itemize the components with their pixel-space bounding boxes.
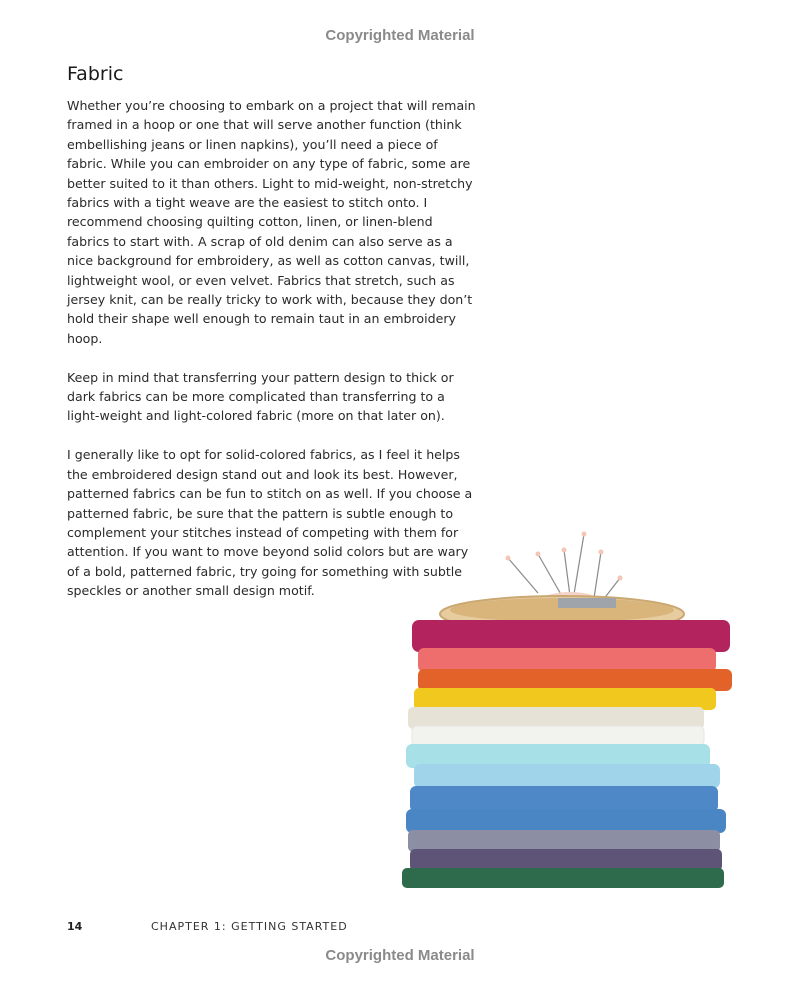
section-heading: Fabric <box>67 63 124 85</box>
paragraph-fabric-choice: Whether you’re choosing to embark on a project that will remain framed in a hoop or one that will serve another function (think embellishing jeans or linen napkins), you’ll need a piece of fabric. While you can embroider on any type of fabric, some are better suited to it than others. Light to mid-weight, non-stretchy fabrics with a tight weave are the easiest to stitch onto. I recommend choosing quilting cotton, linen, or linen-blend fabrics to start with. A scrap of old denim can also serve as a nice background for embroidery, as well as cotton canvas, twill, lightweight wool, or even velvet. Fabrics that stretch, such as jersey knit, can be really tricky to work with, because they don’t hold their shape well enough to remain taut in an embroidery hoop. <box>67 98 476 346</box>
paragraph-solid-vs-patterned: I generally like to opt for solid-colored fabrics, as I feel it helps the embroidered design stand out and look its best. However, patterned fabrics can be fun to stitch on as well. If you choose a patterned fabric, be sure that the pattern is subtle enough to complement your stitches instead of competing with them for attention. If you want to move beyond solid colors but are wary of a bold, patterned fabric, try going for something with subtle speckles or another small design motif. <box>67 447 473 599</box>
copyright-watermark-bottom: Copyrighted Material <box>325 947 475 964</box>
paragraph-transfer-note: Keep in mind that transferring your pattern design to thick or dark fabrics can be more complicated than transferring to a light-weight and light-colored fabric (more on that later on). <box>67 369 454 424</box>
page-number: 14 <box>67 920 83 933</box>
fabric-stack-icon <box>402 620 732 888</box>
fabric-stack-photo <box>398 528 743 893</box>
pins-icon <box>508 534 620 600</box>
copyright-watermark-top: Copyrighted Material <box>325 27 475 44</box>
chapter-running-footer: CHAPTER 1: GETTING STARTED <box>151 920 348 933</box>
